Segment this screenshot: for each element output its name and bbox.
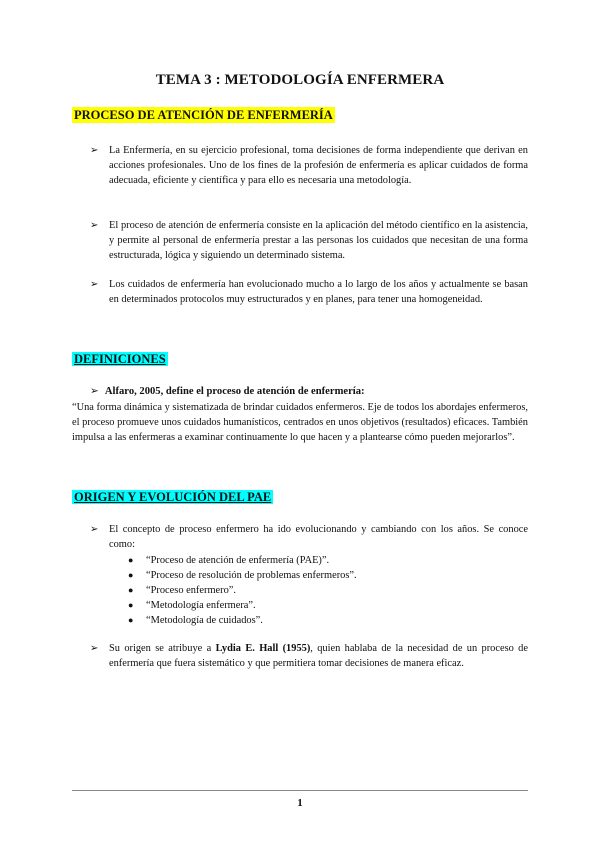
bullet-item: [90, 277, 528, 307]
list-item-text: “Proceso de resolución de problemas enfermeros”.: [146, 570, 357, 581]
section-heading-proceso: [72, 108, 335, 123]
footer-divider: [72, 790, 528, 791]
arrow-bullet-icon: ➢: [90, 279, 99, 290]
dot-bullet-icon: ●: [128, 585, 134, 595]
list-item: [128, 598, 357, 613]
bullet-text: El concepto de proceso enfermero ha ido evolucionando y cambiando con los años. Se conoce como:: [109, 524, 528, 550]
section-heading-text: DEFINICIONES: [74, 352, 166, 366]
list-item-text: “Proceso de atención de enfermería (PAE)”.: [146, 555, 330, 566]
section-heading-text: PROCESO DE ATENCIÓN DE ENFERMERÍA: [74, 108, 333, 122]
arrow-bullet-icon: ➢: [90, 524, 99, 535]
bullet-item: [90, 641, 528, 671]
bullet-text: La Enfermería, en su ejercicio profesional, toma decisiones de forma independiente que derivan en acciones profesionales. Uno de los fines de la profesión de enfermería es aplicar cuidados de forma adecuada, eficiente y científica y para ello es necesaria una metodología.: [109, 145, 528, 186]
arrow-bullet-icon: ➢: [90, 643, 99, 654]
bullet-item: [90, 143, 528, 188]
bullet-item: [90, 522, 528, 552]
bullet-text: El proceso de atención de enfermería consiste en la aplicación del método científico en la asistencia, y permite al personal de enfermería prestar a las personas los cuidados que necesitan de una forma estructurada, lógica y siguiendo un determinado sistema.: [109, 220, 528, 261]
bullet-text-part: , quien hablaba de la necesidad de un proceso de enfermería que fuera sistemático y que permitiera tomar decisiones de manera eficaz.: [109, 643, 528, 669]
list-item-text: “Metodología enfermera”.: [146, 600, 256, 611]
bullet-text-part: Su origen se atribuye a: [109, 643, 216, 654]
list-item: [128, 583, 357, 598]
bullet-item: [90, 218, 528, 263]
section-heading-origen: [72, 490, 273, 505]
names-list: [128, 553, 357, 628]
definition-source: [90, 385, 365, 397]
page-title: TEMA 3 : METODOLOGÍA ENFERMERA: [155, 72, 445, 88]
dot-bullet-icon: ●: [128, 555, 134, 565]
arrow-bullet-icon: ➢: [90, 386, 99, 397]
list-item: [128, 613, 357, 628]
list-item: [128, 568, 357, 583]
arrow-bullet-icon: ➢: [90, 145, 99, 156]
page-number: 1: [297, 797, 303, 809]
dot-bullet-icon: ●: [128, 615, 134, 625]
list-item: [128, 553, 357, 568]
section-heading-text: ORIGEN Y EVOLUCIÓN DEL PAE: [74, 490, 272, 504]
bullet-text: Los cuidados de enfermería han evolucionado mucho a lo largo de los años y actualmente se basan en determinados protocolos muy estructurados y en planes, para tener una homogeneidad.: [109, 279, 528, 305]
dot-bullet-icon: ●: [128, 570, 134, 580]
definition-source-text: Alfaro, 2005, define el proceso de atención de enfermería:: [104, 386, 365, 397]
bullet-text: [109, 641, 528, 671]
dot-bullet-icon: ●: [128, 600, 134, 610]
section-heading-definiciones: [72, 352, 168, 367]
definition-quote: “Una forma dinámica y sistematizada de brindar cuidados enfermeros. Eje de todos los abordajes enfermeros, el proceso promueve unos cuidados humanísticos, centrados en unos objetivos (resultados) eficaces. También impulsa a las enfermeras a examinar continuamente lo que hacen y a plantearse cómo pueden mejorarlos”.: [72, 402, 528, 443]
list-item-text: “Metodología de cuidados”.: [146, 615, 263, 626]
list-item-text: “Proceso enfermero”.: [146, 585, 237, 596]
author-name: Lydia E. Hall (1955): [215, 643, 311, 654]
arrow-bullet-icon: ➢: [90, 220, 99, 231]
